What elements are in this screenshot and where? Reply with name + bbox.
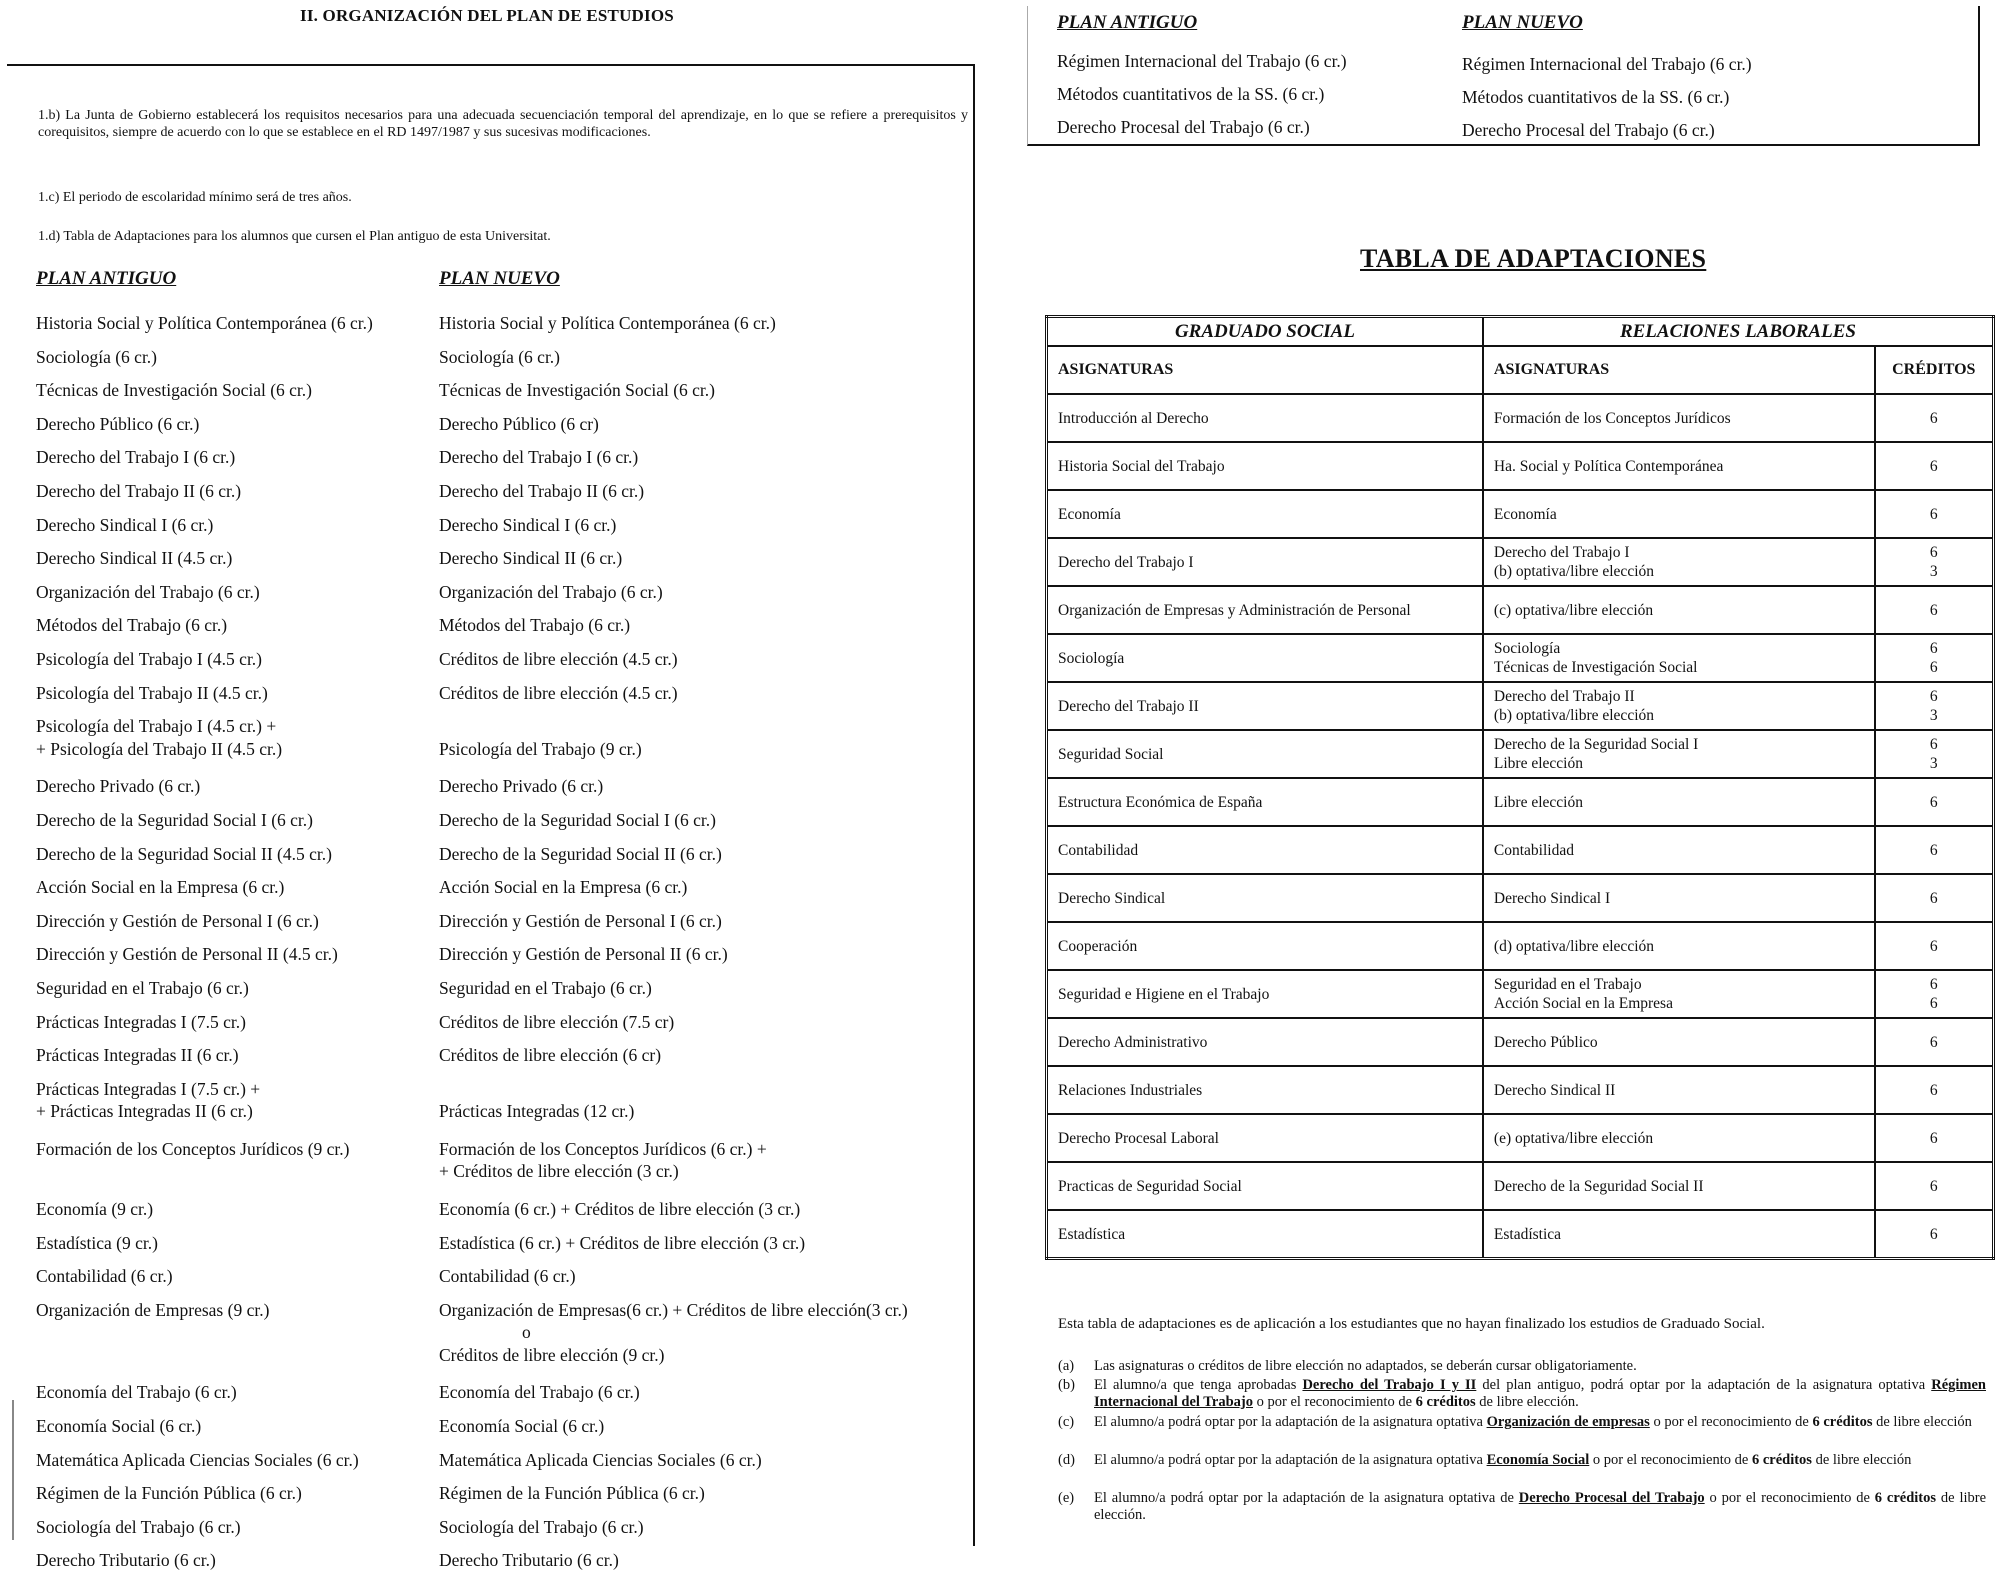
credit-value: 3: [1929, 563, 1938, 580]
cell-graduado-social: Practicas de Seguridad Social: [1047, 1162, 1483, 1210]
credit-value: 6: [1929, 889, 1938, 907]
cell-creditos: [1875, 538, 1994, 586]
footnote-part: El alumno/a podrá optar por la adaptación de la asignatura optativa de: [1094, 1490, 1519, 1506]
plan-new-item: Historia Social y Política Contemporánea (6 cr.): [439, 313, 776, 333]
cell-relaciones-laborales: [1483, 490, 1875, 538]
cell-creditos: [1875, 1066, 1994, 1114]
plan-new-item: Economía Social (6 cr.): [439, 1415, 605, 1436]
table-note: Esta tabla de adaptaciones es de aplicación a los estudiantes que no hayan finalizado los estudios de Graduado Social.: [1058, 1316, 1765, 1332]
plan-old-item: Psicología del Trabajo I (4.5 cr.): [36, 649, 263, 669]
top-col-head-new: PLAN NUEVO: [1462, 12, 1583, 33]
credit-value: 3: [1929, 755, 1938, 772]
table-row: [1047, 538, 1994, 586]
plan-new-item: Economía del Trabajo (6 cr.): [439, 1382, 640, 1403]
column-header-creditos: CRÉDITOS: [1875, 346, 1994, 394]
subject-line: Libre elección: [1493, 755, 1583, 772]
table-row: [1047, 874, 1994, 922]
cell-graduado-social: Estructura Económica de España: [1047, 778, 1483, 826]
footnote-b: [1058, 1377, 1986, 1413]
footnote-part: El alumno/a podrá optar por la adaptación de la asignatura optativa: [1094, 1452, 1487, 1468]
plan-new-item: Derecho Sindical II (6 cr.): [439, 548, 623, 569]
footnote-part: del plan antiguo, podrá optar por la adaptación de la asignatura optativa: [1476, 1377, 1932, 1393]
table-row: [1047, 682, 1994, 730]
credit-value: 6: [1929, 659, 1938, 676]
subject-line: Derecho de la Seguridad Social II: [1493, 1177, 1704, 1195]
credit-value: 6: [1929, 688, 1938, 705]
footnote-label: (b): [1058, 1377, 1075, 1393]
top-old-item: Régimen Internacional del Trabajo (6 cr.): [1057, 51, 1347, 71]
top-new-item: Derecho Procesal del Trabajo (6 cr.): [1462, 120, 1715, 140]
subject-line: Estadística: [1493, 1225, 1562, 1243]
cell-graduado-social: Cooperación: [1047, 922, 1483, 970]
subject-line: Libre elección: [1493, 793, 1583, 811]
footnote-text: [1094, 1358, 1986, 1375]
plan-new-item: Derecho del Trabajo I (6 cr.): [439, 447, 639, 468]
left-col-head-old: PLAN ANTIGUO: [36, 268, 177, 289]
table-row: [1047, 778, 1994, 826]
table-row: [1047, 826, 1994, 874]
cell-graduado-social: Historia Social del Trabajo: [1047, 442, 1483, 490]
footnote-part: o por el reconocimiento de: [1589, 1452, 1752, 1468]
plan-old-item: Estadística (9 cr.): [36, 1232, 158, 1253]
plan-new-item: Créditos de libre elección (4.5 cr.): [439, 682, 678, 703]
cell-relaciones-laborales: [1483, 442, 1875, 490]
plan-new-item: Técnicas de Investigación Social (6 cr.): [439, 380, 716, 401]
subject-line: Seguridad en el Trabajo: [1493, 976, 1642, 993]
cell-graduado-social: Introducción al Derecho: [1047, 394, 1483, 442]
subject-line: (b) optativa/libre elección: [1493, 707, 1654, 724]
cell-relaciones-laborales: [1483, 682, 1875, 730]
plan-old-item: Economía del Trabajo (6 cr.): [36, 1382, 237, 1403]
footnote-text: [1094, 1377, 1986, 1411]
subject-line: Técnicas de Investigación Social: [1493, 659, 1698, 676]
table-row: [1047, 490, 1994, 538]
plan-old-item: Derecho Tributario (6 cr.): [36, 1550, 216, 1571]
subject-line: Ha. Social y Política Contemporánea: [1493, 457, 1724, 475]
credit-value: 6: [1929, 409, 1938, 427]
cell-creditos: [1875, 1162, 1994, 1210]
footnote-text: [1094, 1414, 1986, 1431]
plan-new-item: o: [522, 1322, 531, 1343]
subject-line: (d) optativa/libre elección: [1493, 937, 1654, 955]
cell-relaciones-laborales: [1483, 826, 1875, 874]
plan-old-item: Acción Social en la Empresa (6 cr.): [36, 877, 285, 898]
cell-relaciones-laborales: [1483, 586, 1875, 634]
plan-old-item: Prácticas Integradas II (6 cr.): [36, 1045, 239, 1066]
plan-old-item: Sociología (6 cr.): [36, 346, 158, 367]
plan-new-item: Organización del Trabajo (6 cr.): [439, 581, 663, 602]
footnote-emphasis: Organización de empresas: [1486, 1414, 1650, 1430]
cell-graduado-social: Derecho del Trabajo I: [1047, 538, 1483, 586]
cell-graduado-social: Derecho Sindical: [1047, 874, 1483, 922]
plan-new-item: Créditos de libre elección (4.5 cr.): [439, 649, 678, 669]
plan-new-item: Derecho Privado (6 cr.): [439, 776, 604, 797]
paragraph-1c: 1.c) El periodo de escolaridad mínimo será de tres años.: [38, 190, 352, 205]
cell-relaciones-laborales: [1483, 922, 1875, 970]
footnote-emphasis: Régimen Internacional del Trabajo: [1094, 1377, 1986, 1410]
footnote-label: (e): [1058, 1490, 1075, 1506]
credit-value: 6: [1929, 457, 1938, 475]
subject-line: Derecho de la Seguridad Social I: [1493, 736, 1699, 753]
cell-graduado-social: Sociología: [1047, 634, 1483, 682]
cell-relaciones-laborales: [1483, 778, 1875, 826]
cell-creditos: [1875, 394, 1994, 442]
section-title: II. ORGANIZACIÓN DEL PLAN DE ESTUDIOS: [300, 6, 674, 25]
table-row: [1047, 970, 1994, 1018]
table-row: [1047, 1162, 1994, 1210]
plan-new-item: Créditos de libre elección (9 cr.): [439, 1344, 665, 1365]
plan-old-item: Derecho de la Seguridad Social I (6 cr.): [36, 809, 313, 830]
column-header-asignaturas-gs: ASIGNATURAS: [1047, 346, 1483, 394]
credit-value: 6: [1929, 640, 1938, 657]
credit-value: 6: [1929, 736, 1938, 753]
cell-creditos: [1875, 874, 1994, 922]
plan-new-item: Derecho de la Seguridad Social I (6 cr.): [439, 809, 716, 830]
group-header-relaciones: RELACIONES LABORALES: [1483, 317, 1994, 347]
plan-old-item: + Prácticas Integradas II (6 cr.): [36, 1101, 253, 1122]
cell-creditos: [1875, 1018, 1994, 1066]
subject-line: (e) optativa/libre elección: [1493, 1129, 1654, 1147]
plan-old-item: Sociología del Trabajo (6 cr.): [36, 1516, 241, 1537]
top-old-item: Métodos cuantitativos de la SS. (6 cr.): [1057, 84, 1325, 104]
plan-old-item: Técnicas de Investigación Social (6 cr.): [36, 380, 313, 401]
subject-line: Formación de los Conceptos Jurídicos: [1493, 409, 1731, 427]
table-row: [1047, 1018, 1994, 1066]
cell-creditos: [1875, 970, 1994, 1018]
table-row: [1047, 634, 1994, 682]
table-row: [1047, 394, 1994, 442]
plan-new-item: Seguridad en el Trabajo (6 cr.): [439, 977, 652, 998]
table-row: [1047, 1210, 1994, 1259]
footnote-emphasis: Economía Social: [1486, 1452, 1590, 1468]
subject-line: Derecho del Trabajo I: [1493, 544, 1630, 561]
top-new-item: Métodos cuantitativos de la SS. (6 cr.): [1462, 87, 1730, 107]
plan-old-item: Derecho Privado (6 cr.): [36, 776, 201, 797]
plan-old-item: Psicología del Trabajo I (4.5 cr.) +: [36, 716, 277, 737]
footnote-part: o por el reconocimiento de: [1649, 1414, 1813, 1430]
margin-rule: [12, 1400, 14, 1540]
top-new-item: Régimen Internacional del Trabajo (6 cr.): [1462, 54, 1752, 74]
subject-line: Sociología: [1493, 640, 1561, 657]
cell-creditos: [1875, 778, 1994, 826]
plan-new-item: Psicología del Trabajo (9 cr.): [439, 738, 642, 759]
cell-creditos: [1875, 922, 1994, 970]
footnote-part: de libre elección.: [1475, 1394, 1579, 1410]
credit-value: 6: [1929, 976, 1938, 993]
plan-old-item: Derecho Público (6 cr.): [36, 413, 200, 434]
cell-creditos: [1875, 682, 1994, 730]
plan-new-item: Sociología (6 cr.): [439, 346, 561, 367]
plan-new-item: Derecho Tributario (6 cr.): [439, 1550, 619, 1571]
cell-creditos: [1875, 1210, 1994, 1259]
footnote-part: o por el reconocimiento de: [1252, 1394, 1416, 1410]
plan-old-item: Derecho Sindical II (4.5 cr.): [36, 548, 233, 569]
footnote-emphasis: Derecho del Trabajo I y II: [1302, 1377, 1477, 1393]
footnote-emphasis: Derecho Procesal del Trabajo: [1518, 1490, 1705, 1506]
credit-value: 3: [1929, 707, 1938, 724]
credit-value: 6: [1929, 995, 1938, 1012]
subject-line: Derecho del Trabajo II: [1493, 688, 1635, 705]
footnote-label: (a): [1058, 1358, 1075, 1374]
adaptation-table: [1045, 315, 1995, 1260]
cell-creditos: [1875, 490, 1994, 538]
plan-old-item: Métodos del Trabajo (6 cr.): [36, 615, 228, 636]
cell-relaciones-laborales: [1483, 874, 1875, 922]
plan-new-item: Derecho de la Seguridad Social II (6 cr.): [439, 843, 722, 864]
table-row: [1047, 730, 1994, 778]
cell-graduado-social: Contabilidad: [1047, 826, 1483, 874]
plan-new-item: Créditos de libre elección (6 cr): [439, 1045, 662, 1066]
footnote-e: [1058, 1490, 1986, 1526]
column-header-asignaturas-rl: ASIGNATURAS: [1483, 346, 1875, 394]
plan-new-item: Matemática Aplicada Ciencias Sociales (6 cr.): [439, 1449, 762, 1470]
plan-old-item: Dirección y Gestión de Personal II (4.5 cr.): [36, 944, 338, 965]
plan-old-item: Derecho de la Seguridad Social II (4.5 cr.): [36, 843, 332, 864]
credit-value: 6: [1929, 1081, 1938, 1099]
footnote-c: [1058, 1414, 1986, 1450]
footnote-d: [1058, 1452, 1986, 1488]
plan-new-item: Derecho del Trabajo II (6 cr.): [439, 481, 645, 501]
subject-line: Acción Social en la Empresa: [1493, 995, 1673, 1012]
table-row: [1047, 1114, 1994, 1162]
cell-graduado-social: Economía: [1047, 490, 1483, 538]
cell-relaciones-laborales: [1483, 730, 1875, 778]
plan-new-item: Prácticas Integradas (12 cr.): [439, 1101, 635, 1122]
top-old-item: Derecho Procesal del Trabajo (6 cr.): [1057, 117, 1310, 137]
plan-old-item: Organización del Trabajo (6 cr.): [36, 581, 260, 602]
footnote-part: de libre elección: [1872, 1414, 1972, 1430]
cell-relaciones-laborales: [1483, 538, 1875, 586]
footnote-part: 6 créditos: [1415, 1394, 1476, 1410]
footnote-text: [1094, 1452, 1986, 1469]
cell-graduado-social: Relaciones Industriales: [1047, 1066, 1483, 1114]
subject-line: Derecho Público: [1493, 1033, 1598, 1051]
plan-old-item: Historia Social y Política Contemporánea (6 cr.): [36, 313, 373, 333]
plan-old-item: Prácticas Integradas I (7.5 cr.): [36, 1011, 246, 1032]
subject-line: (c) optativa/libre elección: [1493, 601, 1654, 619]
footnote-part: 6 créditos: [1812, 1414, 1873, 1430]
plan-old-item: Matemática Aplicada Ciencias Sociales (6 cr.): [36, 1449, 359, 1470]
cell-creditos: [1875, 1114, 1994, 1162]
footnote-label: (c): [1058, 1414, 1075, 1430]
cell-creditos: [1875, 586, 1994, 634]
plan-new-item: Régimen de la Función Pública (6 cr.): [439, 1483, 705, 1504]
plan-new-item: Formación de los Conceptos Jurídicos (6 cr.) +: [439, 1138, 767, 1159]
cell-relaciones-laborales: [1483, 1018, 1875, 1066]
cell-graduado-social: Organización de Empresas y Administración de Personal: [1047, 586, 1483, 634]
plan-new-item: Economía (6 cr.) + Créditos de libre elección (3 cr.): [439, 1198, 801, 1219]
cell-relaciones-laborales: [1483, 634, 1875, 682]
footnote-part: El alumno/a que tenga aprobadas: [1094, 1377, 1303, 1393]
cell-graduado-social: Derecho del Trabajo II: [1047, 682, 1483, 730]
plan-old-item: Economía (9 cr.): [36, 1198, 154, 1219]
table-row: [1047, 586, 1994, 634]
footnote-part: 6 créditos: [1751, 1452, 1812, 1468]
plan-new-item: Estadística (6 cr.) + Créditos de libre elección (3 cr.): [439, 1232, 806, 1253]
plan-new-item: Contabilidad (6 cr.): [439, 1266, 576, 1287]
cell-graduado-social: Derecho Administrativo: [1047, 1018, 1483, 1066]
footnote-label: (d): [1058, 1452, 1075, 1468]
footnote-part: de libre elección.: [1094, 1490, 1987, 1523]
plan-old-item: Psicología del Trabajo II (4.5 cr.): [36, 682, 268, 703]
cell-relaciones-laborales: [1483, 1210, 1875, 1259]
footnote-part: Las asignaturas o créditos de libre elección no adaptados, se deberán cursar obligatoriamente.: [1094, 1358, 1637, 1374]
plan-new-item: Derecho Público (6 cr): [439, 413, 599, 434]
plan-old-item: Formación de los Conceptos Jurídicos (9 cr.): [36, 1138, 350, 1159]
plan-old-item: Organización de Empresas (9 cr.): [36, 1299, 270, 1320]
plan-old-item: Prácticas Integradas I (7.5 cr.) +: [36, 1078, 261, 1099]
credit-value: 6: [1929, 841, 1938, 859]
subject-line: Derecho Sindical II: [1493, 1081, 1616, 1099]
group-header-graduado: GRADUADO SOCIAL: [1047, 317, 1483, 347]
plan-new-item: + Créditos de libre elección (3 cr.): [439, 1161, 679, 1182]
footnote-part: de libre elección: [1811, 1452, 1912, 1468]
cell-relaciones-laborales: [1483, 1066, 1875, 1114]
cell-graduado-social: Derecho Procesal Laboral: [1047, 1114, 1483, 1162]
plan-old-item: Derecho del Trabajo I (6 cr.): [36, 447, 236, 468]
table-row: [1047, 922, 1994, 970]
cell-creditos: [1875, 442, 1994, 490]
plan-old-item: + Psicología del Trabajo II (4.5 cr.): [36, 738, 283, 759]
cell-relaciones-laborales: [1483, 1162, 1875, 1210]
credit-value: 6: [1929, 937, 1938, 955]
plan-new-item: Créditos de libre elección (7.5 cr): [439, 1011, 675, 1032]
footnote-part: El alumno/a podrá optar por la adaptación de la asignatura optativa: [1094, 1414, 1487, 1430]
plan-old-item: Dirección y Gestión de Personal I (6 cr.): [36, 910, 319, 931]
paragraph-1d: 1.d) Tabla de Adaptaciones para los alumnos que cursen el Plan antiguo de esta Universitat.: [38, 229, 551, 244]
cell-relaciones-laborales: [1483, 394, 1875, 442]
plan-old-item: Derecho del Trabajo II (6 cr.): [36, 481, 242, 501]
subject-line: Contabilidad: [1493, 841, 1574, 859]
subject-line: Economía: [1493, 505, 1557, 523]
plan-old-item: Derecho Sindical I (6 cr.): [36, 514, 214, 535]
subject-line: Derecho Sindical I: [1493, 889, 1611, 907]
credit-value: 6: [1929, 505, 1938, 523]
cell-relaciones-laborales: [1483, 1114, 1875, 1162]
credit-value: 6: [1929, 793, 1938, 811]
credit-value: 6: [1929, 601, 1938, 619]
plan-new-item: Dirección y Gestión de Personal II (6 cr.): [439, 944, 728, 965]
credit-value: 6: [1929, 1177, 1938, 1195]
plan-new-item: Métodos del Trabajo (6 cr.): [439, 615, 631, 636]
subject-line: (b) optativa/libre elección: [1493, 563, 1654, 580]
footnote-part: 6 créditos: [1874, 1490, 1937, 1506]
plan-old-item: Economía Social (6 cr.): [36, 1415, 202, 1436]
cell-creditos: [1875, 826, 1994, 874]
plan-new-item: Derecho Sindical I (6 cr.): [439, 514, 617, 535]
credit-value: 6: [1929, 1033, 1938, 1051]
footnote-text: [1094, 1490, 1986, 1524]
footnote-part: o por el reconocimiento de: [1704, 1490, 1875, 1506]
cell-graduado-social: Seguridad e Higiene en el Trabajo: [1047, 970, 1483, 1018]
credit-value: 6: [1929, 1225, 1938, 1243]
plan-new-item: Acción Social en la Empresa (6 cr.): [439, 877, 688, 898]
plan-new-item: Sociología del Trabajo (6 cr.): [439, 1516, 644, 1537]
table-title: TABLA DE ADAPTACIONES: [1360, 244, 1707, 273]
plan-old-item: Contabilidad (6 cr.): [36, 1266, 173, 1287]
paragraph-1b: 1.b) La Junta de Gobierno establecerá los requisitos necesarios para una adecuada secuenciación temporal del aprendizaje, en lo que se refiere a prerequisitos y corequisitos, siempre de acuerdo con lo que se establece en el RD 1497/1987 y sus sucesivas modificaciones.: [38, 108, 968, 140]
table-row: [1047, 1066, 1994, 1114]
plan-new-item: Dirección y Gestión de Personal I (6 cr.): [439, 910, 722, 931]
table-row: [1047, 442, 1994, 490]
cell-graduado-social: Seguridad Social: [1047, 730, 1483, 778]
cell-graduado-social: Estadística: [1047, 1210, 1483, 1259]
cell-relaciones-laborales: [1483, 970, 1875, 1018]
cell-creditos: [1875, 730, 1994, 778]
credit-value: 6: [1929, 1129, 1938, 1147]
credit-value: 6: [1929, 544, 1938, 561]
plan-old-item: Seguridad en el Trabajo (6 cr.): [36, 977, 249, 998]
plan-old-item: Régimen de la Función Pública (6 cr.): [36, 1483, 302, 1504]
cell-creditos: [1875, 634, 1994, 682]
left-col-head-new: PLAN NUEVO: [439, 268, 560, 289]
plan-new-item: Organización de Empresas(6 cr.) + Créditos de libre elección(3 cr.): [439, 1299, 908, 1320]
top-col-head-old: PLAN ANTIGUO: [1057, 12, 1198, 33]
